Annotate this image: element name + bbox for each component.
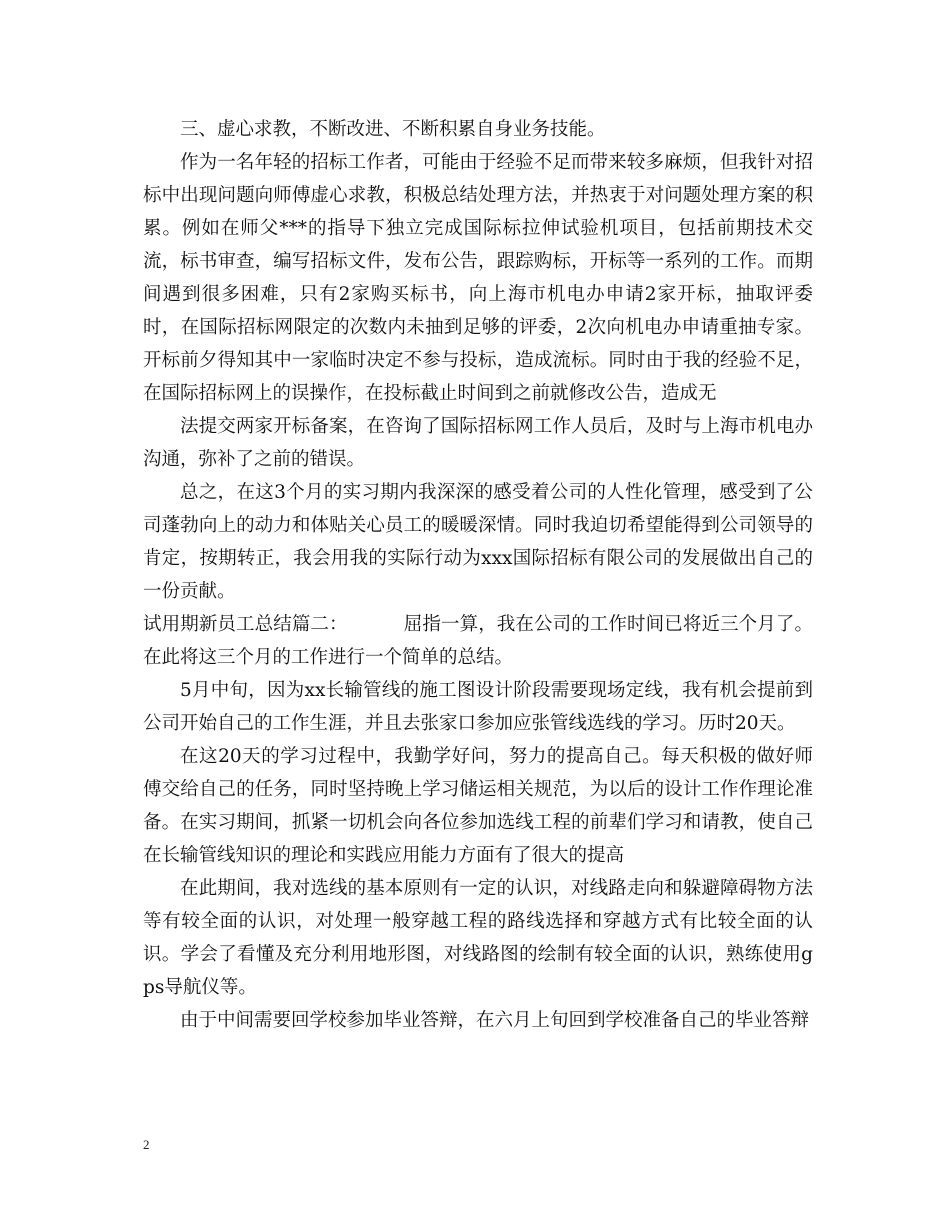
paragraph-bidding-continued: 法提交两家开标备案，在咨询了国际招标网工作人员后，及时与上海市机电办沟通，弥补了之前的错误。 <box>143 416 813 470</box>
document-body <box>143 113 813 1037</box>
paragraph-conclusion: 总之，在这3个月的实习期内我深深的感受着公司的人性化管理，感受到了公司蓬勃向上的动力和体贴关心员工的暖暖深情。同时我迫切希望能得到公司领导的肯定，按期转正，我会用我的实际行动为xxx国际招标有限公司的发展做出自己的一份贡献。 <box>143 482 813 602</box>
page-number: 2 <box>143 1137 150 1152</box>
paragraph-graduation: 由于中间需要回学校参加毕业答辩，在六月上旬回到学校准备自己的毕业答辩 <box>180 1010 810 1031</box>
paragraph-bidding-experience: 作为一名年轻的招标工作者，可能由于经验不足而带来较多麻烦，但我针对招标中出现问题向师傅虚心求教，积极总结处理方法，并热衷于对问题处理方案的积累。例如在师父***的指导下独立完成国际标拉伸试验机项目，包括前期技术交流，标书审查，编写招标文件，发布公告，跟踪购标，开标等一系列的工作。而期间遇到很多困难，只有2家购买标书，向上海市机电办申请2家开标，抽取评委时，在国际招标网限定的次数内未抽到足够的评委，2次向机电办申请重抽专家。开标前夕得知其中一家临时决定不参与投标，造成流标。同时由于我的经验不足，在国际招标网上的误操作，在投标截止时间到之前就修改公告，造成无 <box>143 152 813 404</box>
paragraph-twenty-days: 在这20天的学习过程中，我勤学好问，努力的提高自己。每天积极的做好师傅交给自己的任务，同时坚持晚上学习储运相关规范，为以后的设计工作作理论准备。在实习期间，抓紧一切机会向各位参加选线工程的前辈们学习和请教，使自己在长输管线知识的理论和实践应用能力方面有了很大的提高 <box>143 746 813 866</box>
section-two-intro: 屈指一算，我在公司的工作时间已将近三个月了。在此将这三个月的工作进行一个简单的总结。 <box>143 614 813 668</box>
paragraph-may-start: 5月中旬，因为xx长输管线的施工图设计阶段需要现场定线，我有机会提前到公司开始自己的工作生涯，并且去张家口参加应张管线选线的学习。历时20天。 <box>143 680 813 734</box>
section-three-heading: 三、虚心求教，不断改进、不断积累自身业务技能。 <box>180 119 606 140</box>
section-two-heading: 试用期新员工总结篇二： <box>143 614 348 635</box>
section-two-paragraph <box>143 608 813 674</box>
paragraph-route-selection: 在此期间，我对选线的基本原则有一定的认识，对线路走向和躲避障碍物方法等有较全面的认识，对处理一般穿越工程的路线选择和穿越方式有比较全面的认识。学会了看懂及充分利用地形图，对线路图的绘制有较全面的认识，熟练使用gps导航仪等。 <box>143 878 813 998</box>
